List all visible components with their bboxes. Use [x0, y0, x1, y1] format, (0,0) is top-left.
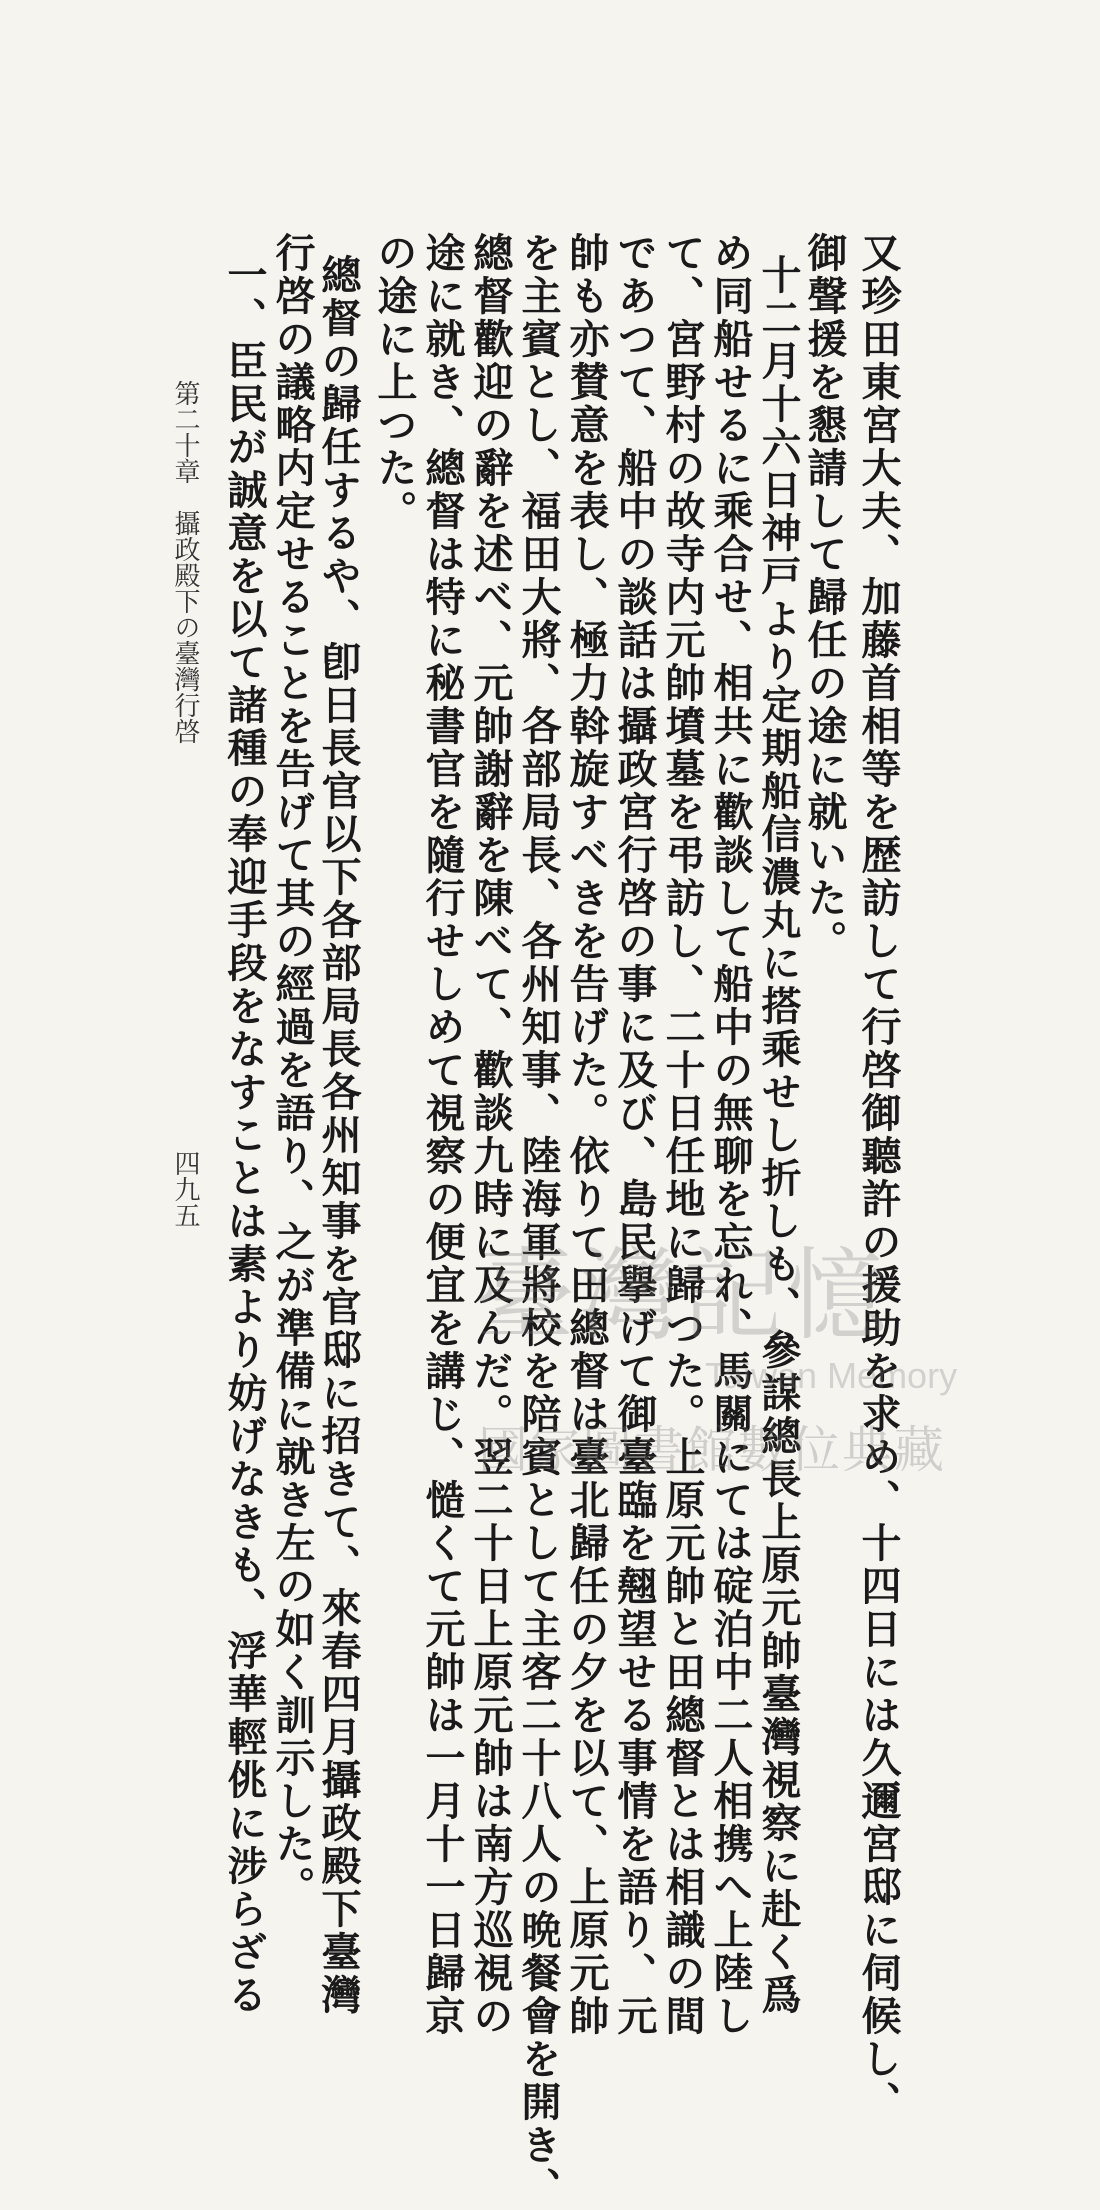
- text-column-9: 總督歡迎の辭を述べ、元帥謝辭を陳べて、歡談九時に及んだ。翌二十日上原元帥は南方巡視の: [467, 232, 514, 2038]
- watermark-library: 國家圖書館數位典藏: [478, 1421, 946, 1479]
- text-column-1: 又珍田東宮大夫、加藤首相等を歴訪して行啓御聽許の援助を求め、十四日には久邇宮邸に伺候し、: [855, 232, 902, 2124]
- text-column-2: 御聲援を懇請して歸任の途に就いた。: [801, 232, 848, 963]
- text-column-4: め同船せるに乘合せ、相共に歡談して船中の無聊を忘れ、馬關にては碇泊中二人相携へ上陸し: [707, 232, 754, 2038]
- text-column-14: 一、臣民が誠意を以て諸種の奉迎手段をなすことは素より妨げなきも、浮華輕佻に涉らざる: [221, 254, 268, 2017]
- text-column-5: て、宮野村の故寺内元帥墳墓を弔訪し、二十日任地に歸つた。上原元帥と田總督とは相識の間: [659, 232, 706, 2038]
- text-column-3: 十二月十六日神戸より定期船信濃丸に搭乘せし折しも、參謀總長上原元帥臺灣視察に赴く爲: [755, 254, 802, 2017]
- text-column-11: の途に上つた。: [371, 232, 418, 533]
- text-column-13: 行啓の議略内定せることを告げて其の經過を語り、之が準備に就き左の如く訓示した。: [269, 232, 316, 1909]
- watermark-english: Taiwan Memory: [705, 1355, 958, 1396]
- watermark-brand: 臺灣記憶: [475, 1237, 891, 1354]
- text-column-7: 帥も亦賛意を表し、極力斡旋すべきを告げた。依りて田總督は臺北歸任の夕を以て、上原元帥: [563, 232, 610, 2038]
- text-column-8: を主賓とし、福田大將、各部局長、各州知事、陸海軍將校を陪賓として主客二十八人の晩餐會を開き、: [515, 232, 562, 2210]
- text-column-10: 途に就き、總督は特に秘書官を隨行せしめて視察の便宜を講じ、慥くて元帥は一月十一日歸京: [419, 232, 466, 2038]
- text-column-6: であつて、船中の談話は攝政宮行啓の事に及び、島民擧げて御臺臨を翹望せる事情を語り、元: [611, 232, 658, 2038]
- running-title: 第二十章 攝政殿下の臺灣行啓: [170, 380, 200, 744]
- text-column-12: 總督の歸任するや、卽日長官以下各部局長各州知事を官邸に招きて、來春四月攝政殿下臺灣: [315, 254, 362, 2017]
- page-number: 四九五: [170, 1150, 200, 1228]
